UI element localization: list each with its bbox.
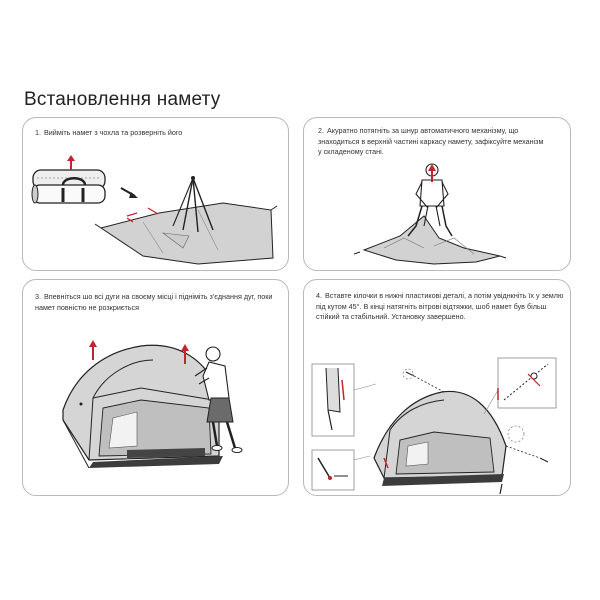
stake-inset-icon (312, 450, 354, 490)
step-3-text: Впевніться шо всі дуги на своєму місці і підніміть з'єднання дуг, поки намет повністю не розкриється (35, 292, 273, 312)
pulling-hub-icon (304, 118, 570, 270)
step-3-number: 3. (35, 292, 41, 301)
step-4-panel (303, 279, 571, 496)
tent-on-ground-icon (354, 216, 506, 264)
step-4-text: Вставте кілочки в нижні пластикові деталі, а потім увіднкніть їх у землю під кутом 45°. В кінці натягніть вітрові відтяжки, шоб намет був більш стійкий та стабільний. Установку завершено. (316, 291, 564, 321)
step-3-panel (22, 279, 289, 496)
page-title: Встановлення намету (24, 89, 221, 110)
step-1-text: Вийміть намет з чохла та розверніть його (44, 128, 183, 137)
dome-tent-icon (63, 345, 223, 468)
step-1-panel (22, 117, 289, 271)
plastic-base-inset-icon (312, 364, 354, 436)
guy-rope-inset-icon (498, 358, 556, 408)
step-2-text: Акуратно потягніть за шнур автоматичного механізму, що знаходиться в верхній частині каркасу намету, зафіксуйте механізм у складеному стані. (318, 126, 544, 156)
staking-tent-icon (304, 280, 570, 495)
step-1-number: 1. (35, 128, 41, 137)
unpacking-tent-icon (23, 118, 288, 270)
tent-bag-icon (32, 170, 105, 203)
step-2-number: 2. (318, 126, 324, 135)
step-4-number: 4. (316, 291, 322, 300)
step-2-panel (303, 117, 571, 271)
raising-tent-icon (23, 280, 288, 495)
